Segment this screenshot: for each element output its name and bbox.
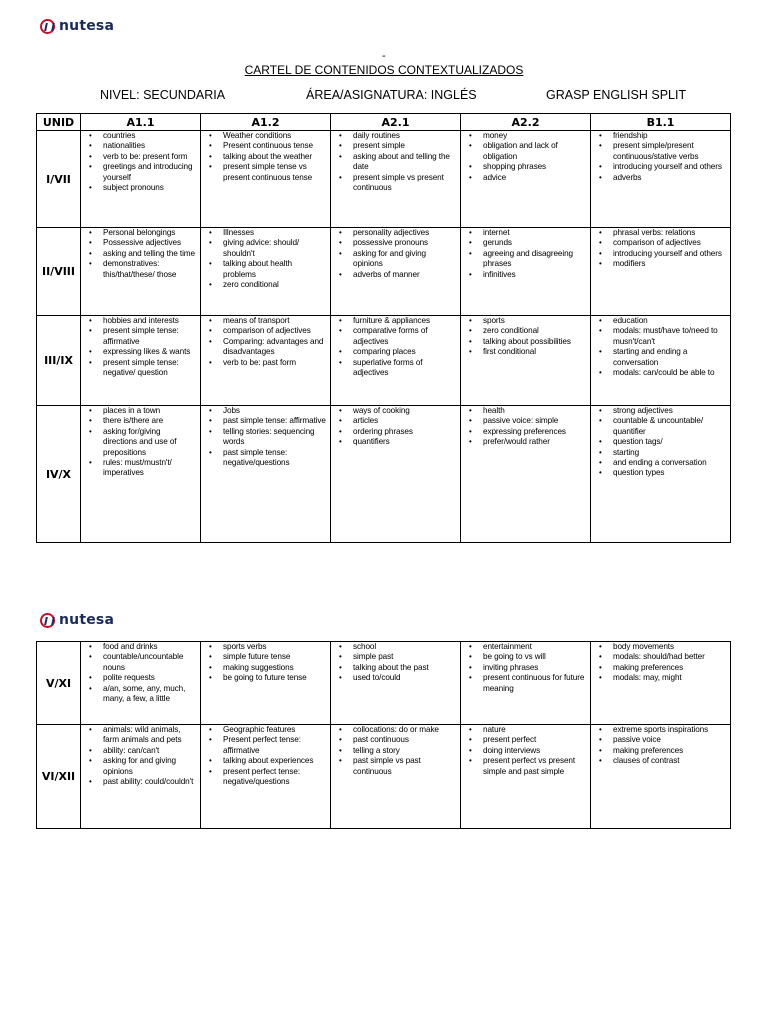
- content-cell: [81, 316, 201, 406]
- list-item: • greetings and introducing yourself: [85, 162, 196, 183]
- list-item: • present perfect: [465, 735, 586, 745]
- content-cell: [81, 406, 201, 543]
- topic-list: [461, 406, 590, 448]
- content-cell: [461, 725, 591, 829]
- table-row: [37, 228, 731, 316]
- topic-list: [591, 228, 730, 270]
- content-cell: [591, 228, 731, 316]
- list-item: • making preferences: [595, 663, 726, 673]
- brand-name: nutesa: [59, 612, 115, 628]
- content-cell: [331, 131, 461, 228]
- list-item: • friendship: [595, 131, 726, 141]
- content-cell: [331, 642, 461, 725]
- list-item: • Comparing: advantages and disadvantages: [205, 337, 326, 358]
- table-row: [37, 406, 731, 543]
- list-item: • Illnesses: [205, 228, 326, 238]
- list-item: • talking about health problems: [205, 259, 326, 280]
- table-header-row: [37, 114, 731, 131]
- topic-list: [591, 642, 730, 684]
- list-item: • countries: [85, 131, 196, 141]
- topic-list: [81, 642, 200, 704]
- content-cell: [331, 316, 461, 406]
- list-item: • money: [465, 131, 586, 141]
- list-item: • animals: wild animals, farm animals and pets: [85, 725, 196, 746]
- table-body: [37, 131, 731, 543]
- list-item: • countable/uncountable nouns: [85, 652, 196, 673]
- list-item: • Present perfect tense: affirmative: [205, 735, 326, 756]
- topic-list: [331, 725, 460, 777]
- list-item: • modals: should/had better: [595, 652, 726, 662]
- topic-list: [591, 725, 730, 767]
- list-item: • present simple tense vs present continuous tense: [205, 162, 326, 183]
- topic-list: [201, 406, 330, 468]
- list-item: • nationalities: [85, 141, 196, 151]
- content-cell: [81, 642, 201, 725]
- list-item: • asking for/giving directions and use of prepositions: [85, 427, 196, 458]
- program-label: GRASP ENGLISH SPLIT: [546, 88, 687, 102]
- list-item: • comparing places: [335, 347, 456, 357]
- topic-list: [591, 316, 730, 378]
- list-item: • furniture & appliances: [335, 316, 456, 326]
- list-item: • sports verbs: [205, 642, 326, 652]
- topic-list: [201, 316, 330, 368]
- content-cell: [81, 228, 201, 316]
- topic-list: [81, 316, 200, 378]
- content-cell: [591, 316, 731, 406]
- list-item: • daily routines: [335, 131, 456, 141]
- list-item: • simple future tense: [205, 652, 326, 662]
- list-item: • education: [595, 316, 726, 326]
- contents-table-continued: [36, 641, 731, 829]
- list-item: • present simple/present continuous/stative verbs: [595, 141, 726, 162]
- list-item: • passive voice: simple: [465, 416, 586, 426]
- content-cell: [591, 131, 731, 228]
- content-cell: [201, 406, 331, 543]
- list-item: • starting: [595, 448, 726, 458]
- header-cell-a1-1: A1.1: [81, 114, 201, 131]
- topic-list: [201, 131, 330, 183]
- list-item: • present simple tense: negative/ question: [85, 358, 196, 379]
- list-item: • food and drinks: [85, 642, 196, 652]
- header-dash: -: [382, 50, 386, 62]
- list-item: • Present continuous tense: [205, 141, 326, 151]
- content-cell: [201, 316, 331, 406]
- content-cell: [461, 642, 591, 725]
- list-item: • present continuous for future meaning: [465, 673, 586, 694]
- list-item: • verb to be: past form: [205, 358, 326, 368]
- list-item: • talking about experiences: [205, 756, 326, 766]
- nutesa-logo-icon: [40, 613, 55, 628]
- list-item: • asking and telling the time: [85, 249, 196, 259]
- list-item: • gerunds: [465, 238, 586, 248]
- list-item: • be going to vs will: [465, 652, 586, 662]
- list-item: • health: [465, 406, 586, 416]
- list-item: • ways of cooking: [335, 406, 456, 416]
- topic-list: [591, 406, 730, 479]
- topic-list: [81, 406, 200, 479]
- list-item: • nature: [465, 725, 586, 735]
- contents-table: [36, 113, 731, 543]
- topic-list: [201, 642, 330, 684]
- list-item: • strong adjectives: [595, 406, 726, 416]
- table-row: [37, 642, 731, 725]
- brand-logo: [40, 612, 114, 628]
- header-cell-a2-2: A2.2: [461, 114, 591, 131]
- content-cell: [461, 131, 591, 228]
- list-item: • advice: [465, 173, 586, 183]
- topic-list: [331, 228, 460, 280]
- topic-list: [461, 725, 590, 777]
- table-row: [37, 131, 731, 228]
- list-item: • adverbs: [595, 173, 726, 183]
- brand-logo: [40, 18, 114, 34]
- list-item: • be going to future tense: [205, 673, 326, 683]
- topic-list: [331, 642, 460, 684]
- topic-list: [81, 228, 200, 280]
- topic-list: [331, 316, 460, 378]
- list-item: • past simple tense: negative/questions: [205, 448, 326, 469]
- unit-cell: III/IX: [37, 316, 81, 406]
- list-item: • subject pronouns: [85, 183, 196, 193]
- list-item: • means of transport: [205, 316, 326, 326]
- list-item: • talking about the past: [335, 663, 456, 673]
- content-cell: [461, 406, 591, 543]
- list-item: • personality adjectives: [335, 228, 456, 238]
- list-item: • past continuous: [335, 735, 456, 745]
- list-item: • past simple vs past continuous: [335, 756, 456, 777]
- topic-list: [461, 228, 590, 280]
- unit-cell: IV/X: [37, 406, 81, 543]
- list-item: • obligation and lack of obligation: [465, 141, 586, 162]
- brand-name: nutesa: [59, 18, 115, 34]
- list-item: • modals: can/could be able to: [595, 368, 726, 378]
- content-cell: [331, 228, 461, 316]
- content-cell: [201, 228, 331, 316]
- list-item: • internet: [465, 228, 586, 238]
- list-item: • asking for and giving opinions: [85, 756, 196, 777]
- content-cell: [331, 725, 461, 829]
- topic-list: [331, 406, 460, 448]
- list-item: • introducing yourself and others: [595, 162, 726, 172]
- list-item: • collocations: do or make: [335, 725, 456, 735]
- content-cell: [331, 406, 461, 543]
- list-item: • simple past: [335, 652, 456, 662]
- content-cell: [201, 131, 331, 228]
- list-item: • possessive pronouns: [335, 238, 456, 248]
- list-item: • modals: must/have to/need to musn't/can't: [595, 326, 726, 347]
- list-item: • rules: must/mustn't/ imperatives: [85, 458, 196, 479]
- list-item: • making preferences: [595, 746, 726, 756]
- content-cell: [461, 316, 591, 406]
- list-item: • expressing likes & wants: [85, 347, 196, 357]
- topic-list: [201, 725, 330, 787]
- list-item: • comparison of adjectives: [205, 326, 326, 336]
- list-item: • past ability: could/couldn't: [85, 777, 196, 787]
- list-item: • giving advice: should/ shouldn't: [205, 238, 326, 259]
- list-item: • infinitives: [465, 270, 586, 280]
- list-item: • shopping phrases: [465, 162, 586, 172]
- list-item: • telling a story: [335, 746, 456, 756]
- list-item: • zero conditional: [205, 280, 326, 290]
- list-item: • Jobs: [205, 406, 326, 416]
- list-item: • talking about the weather: [205, 152, 326, 162]
- list-item: • body movements: [595, 642, 726, 652]
- table-body: [37, 642, 731, 829]
- content-cell: [461, 228, 591, 316]
- content-cell: [201, 642, 331, 725]
- list-item: • telling stories: sequencing words: [205, 427, 326, 448]
- list-item: • prefer/would rather: [465, 437, 586, 447]
- list-item: • first conditional: [465, 347, 586, 357]
- list-item: • ordering phrases: [335, 427, 456, 437]
- topic-list: [461, 131, 590, 183]
- list-item: • question types: [595, 468, 726, 478]
- header-cell-b1-1: B1.1: [591, 114, 731, 131]
- list-item: • countable & uncountable/ quantifier: [595, 416, 726, 437]
- topic-list: [81, 131, 200, 193]
- list-item: • doing interviews: [465, 746, 586, 756]
- unit-cell: II/VIII: [37, 228, 81, 316]
- content-cell: [591, 642, 731, 725]
- list-item: • talking about possibilities: [465, 337, 586, 347]
- list-item: • question tags/: [595, 437, 726, 447]
- list-item: • Possessive adjectives: [85, 238, 196, 248]
- list-item: • articles: [335, 416, 456, 426]
- list-item: • clauses of contrast: [595, 756, 726, 766]
- list-item: • passive voice: [595, 735, 726, 745]
- header-cell-a1-2: A1.2: [201, 114, 331, 131]
- table-row: [37, 316, 731, 406]
- level-label: NIVEL: SECUNDARIA: [100, 88, 226, 102]
- list-item: • Geographic features: [205, 725, 326, 735]
- list-item: • present simple tense: affirmative: [85, 326, 196, 347]
- topic-list: [81, 725, 200, 787]
- list-item: • agreeing and disagreeing phrases: [465, 249, 586, 270]
- content-cell: [201, 725, 331, 829]
- list-item: • entertainment: [465, 642, 586, 652]
- list-item: • past simple tense: affirmative: [205, 416, 326, 426]
- list-item: • modifiers: [595, 259, 726, 269]
- list-item: • comparative forms of adjectives: [335, 326, 456, 347]
- list-item: • quantifiers: [335, 437, 456, 447]
- list-item: • and ending a conversation: [595, 458, 726, 468]
- list-item: • expressing preferences: [465, 427, 586, 437]
- unit-cell: I/VII: [37, 131, 81, 228]
- list-item: • Personal belongings: [85, 228, 196, 238]
- list-item: • phrasal verbs: relations: [595, 228, 726, 238]
- list-item: • comparison of adjectives: [595, 238, 726, 248]
- header-cell-unid: UNID: [37, 114, 81, 131]
- list-item: • demonstratives: this/that/these/ those: [85, 259, 196, 280]
- list-item: • modals: may, might: [595, 673, 726, 683]
- list-item: • making suggestions: [205, 663, 326, 673]
- list-item: • asking about and telling the date: [335, 152, 456, 173]
- nutesa-logo-icon: [40, 19, 55, 34]
- list-item: • extreme sports inspirations: [595, 725, 726, 735]
- list-item: • superlative forms of adjectives: [335, 358, 456, 379]
- topic-list: [461, 316, 590, 358]
- content-cell: [81, 725, 201, 829]
- list-item: • places in a town: [85, 406, 196, 416]
- list-item: • introducing yourself and others: [595, 249, 726, 259]
- topic-list: [331, 131, 460, 193]
- list-item: • starting and ending a conversation: [595, 347, 726, 368]
- list-item: • a/an, some, any, much, many, a few, a little: [85, 684, 196, 705]
- list-item: • present simple vs present continuous: [335, 173, 456, 194]
- list-item: • used to/could: [335, 673, 456, 683]
- list-item: • hobbies and interests: [85, 316, 196, 326]
- content-cell: [591, 725, 731, 829]
- unit-cell: VI/XII: [37, 725, 81, 829]
- list-item: • zero conditional: [465, 326, 586, 336]
- page-title: CARTEL DE CONTENIDOS CONTEXTUALIZADOS: [244, 63, 524, 77]
- subject-label: ÁREA/ASIGNATURA: INGLÉS: [306, 88, 477, 102]
- list-item: • school: [335, 642, 456, 652]
- list-item: • there is/there are: [85, 416, 196, 426]
- list-item: • present perfect vs present simple and past simple: [465, 756, 586, 777]
- list-item: • inviting phrases: [465, 663, 586, 673]
- topic-list: [591, 131, 730, 183]
- topic-list: [461, 642, 590, 694]
- list-item: • Weather conditions: [205, 131, 326, 141]
- list-item: • polite requests: [85, 673, 196, 683]
- header-cell-a2-1: A2.1: [331, 114, 461, 131]
- table-row: [37, 725, 731, 829]
- content-cell: [591, 406, 731, 543]
- list-item: • present perfect tense: negative/questions: [205, 767, 326, 788]
- list-item: • verb to be: present form: [85, 152, 196, 162]
- list-item: • adverbs of manner: [335, 270, 456, 280]
- list-item: • asking for and giving opinions: [335, 249, 456, 270]
- list-item: • ability: can/can't: [85, 746, 196, 756]
- content-cell: [81, 131, 201, 228]
- list-item: • present simple: [335, 141, 456, 151]
- unit-cell: V/XI: [37, 642, 81, 725]
- topic-list: [201, 228, 330, 290]
- list-item: • sports: [465, 316, 586, 326]
